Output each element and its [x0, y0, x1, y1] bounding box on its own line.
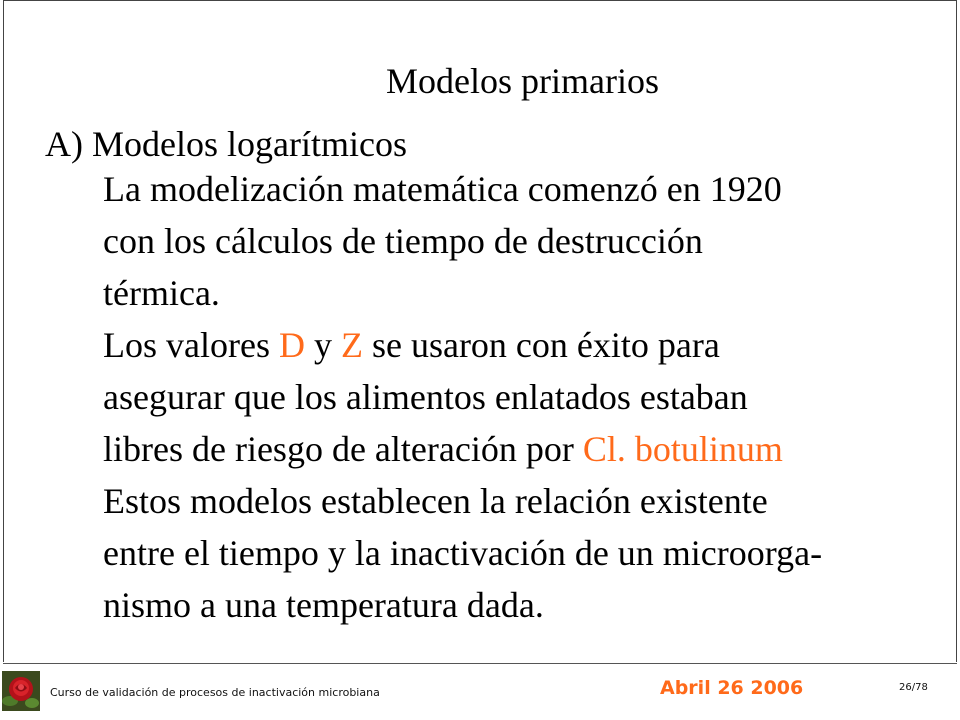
- footer-divider: [3, 663, 957, 664]
- footer-course-title: Curso de validación de procesos de inactivación microbiana: [50, 686, 380, 699]
- slide-title: Modelos primarios: [386, 61, 659, 101]
- body-line: [103, 423, 959, 475]
- body-line: entre el tiempo y la inactivación de un microorga-: [103, 533, 823, 573]
- slide-subtitle: A) Modelos logarítmicos: [45, 124, 407, 164]
- body-line: con los cálculos de tiempo de destrucción: [103, 221, 703, 261]
- highlight-d-value: D: [278, 325, 305, 365]
- footer-date: Abril 26 2006: [660, 677, 804, 699]
- body-line: La modelización matemática comenzó en 1920: [103, 169, 782, 209]
- slide-body: [103, 163, 959, 631]
- highlight-organism: Cl. botulinum: [582, 429, 783, 469]
- body-text-segment: se usaron con éxito para: [362, 325, 720, 365]
- body-text-segment: y: [304, 325, 341, 365]
- page-number: 26/78: [899, 682, 928, 693]
- body-line: [103, 319, 959, 371]
- body-text-segment: libres de riesgo de alteración por: [103, 429, 583, 469]
- body-line: Estos modelos establecen la relación existente: [103, 481, 768, 521]
- rose-icon: [2, 671, 40, 711]
- body-line: nismo a una temperatura dada.: [103, 585, 544, 625]
- body-line: asegurar que los alimentos enlatados estaban: [103, 377, 748, 417]
- highlight-z-value: Z: [340, 325, 363, 365]
- body-line: térmica.: [103, 273, 220, 313]
- body-text-segment: Los valores: [103, 325, 279, 365]
